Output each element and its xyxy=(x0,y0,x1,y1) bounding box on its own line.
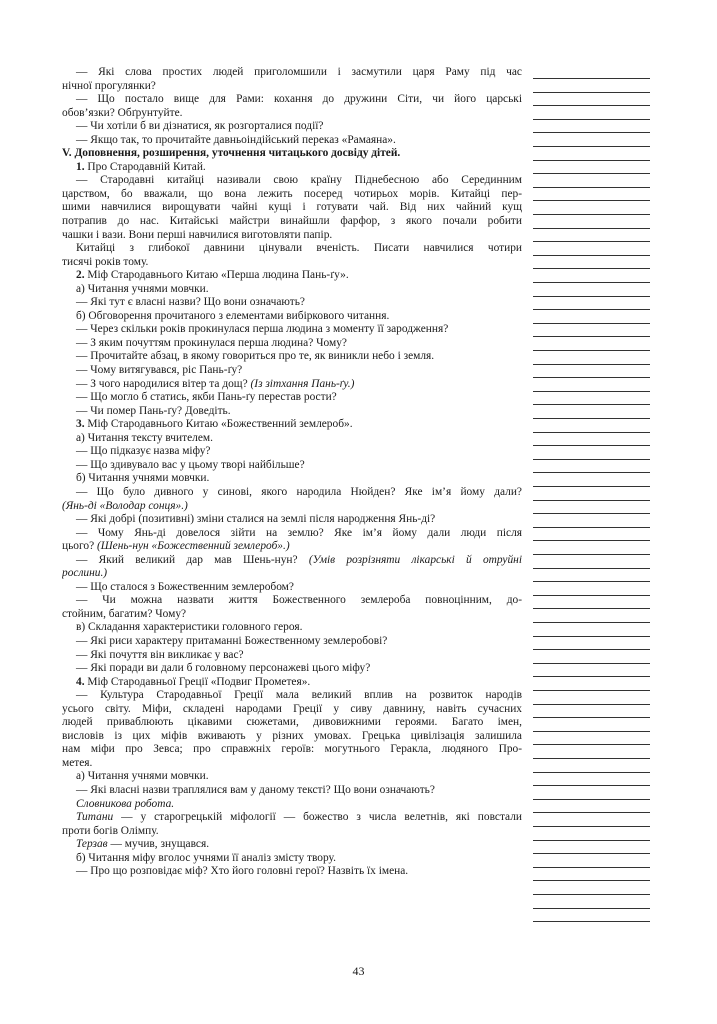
note-line xyxy=(533,595,650,596)
text-span: рослини.) xyxy=(62,567,108,580)
text-line: — Які власні назви траплялися вам у даному тексті? Що вони означають? xyxy=(76,783,435,796)
text-span: (Шень-нун «Божественний землероб».) xyxy=(96,540,290,553)
note-line xyxy=(533,459,650,460)
text-span: 4. xyxy=(76,675,85,688)
text-line: — Які риси характеру притаманні Божественному землеробові? xyxy=(76,634,388,647)
text-line: — Що сталося з Божественним землеробом? xyxy=(76,580,294,593)
text-span: цього? xyxy=(62,540,97,553)
text-line: людей приваблюють цікавими сюжетами, дивовижними героями. Багато імен, xyxy=(62,716,522,729)
text-line: — Що постало вище для Рами: кохання до дружини Сіти, чи його царські xyxy=(76,93,522,106)
note-line xyxy=(533,608,650,609)
note-line xyxy=(533,840,650,841)
text-line: тисячі років тому. xyxy=(62,255,149,268)
note-line xyxy=(533,445,650,446)
text-line: V. Доповнення, розширення, уточнення читацького досвіду дітей. xyxy=(62,147,401,160)
note-line xyxy=(533,622,650,623)
note-line xyxy=(533,391,650,392)
note-line xyxy=(533,908,650,909)
text-line: — Прочитайте абзац, в якому говориться про те, як виникли небо і земля. xyxy=(76,350,435,363)
text-line: — Які слова простих людей приголомшили і засмутили царя Раму під час xyxy=(76,66,522,78)
note-line xyxy=(533,758,650,759)
text-line xyxy=(62,418,522,432)
text-line xyxy=(62,811,522,825)
text-line: Китайці з глибокої давнини цінували вченість. Писати навчилися чотири xyxy=(76,242,522,255)
note-line xyxy=(533,731,650,732)
text-line xyxy=(62,500,522,514)
text-span: Про Стародавній Китай. xyxy=(84,160,206,173)
note-line xyxy=(533,132,650,133)
note-line xyxy=(533,513,650,514)
text-line: — Що здивувало вас у цьому творі найбільше? xyxy=(76,458,305,471)
note-line xyxy=(533,173,650,174)
text-line xyxy=(62,567,522,581)
note-line xyxy=(533,228,650,229)
text-line: — Які добрі (позитивні) зміни сталися на землі після народження Янь-ді? xyxy=(76,513,436,526)
note-line xyxy=(533,105,650,106)
text-line: чашки і вази. Вони перші навчилися виготовляти папір. xyxy=(62,228,333,241)
text-line: — Стародавні китайці називали свою країну Піднебесною або Серединним xyxy=(76,174,522,187)
note-line xyxy=(533,894,650,895)
text-line xyxy=(62,798,522,812)
text-line: — Які тут є власні назви? Що вони означають? xyxy=(76,296,305,309)
note-line xyxy=(533,812,650,813)
text-line: нам міфи про Зевса; про справжніх героїв: могутнього Геракла, людяного Про- xyxy=(62,743,522,756)
text-line: — Які поради ви дали б головному персонажеві цього міфу? xyxy=(76,662,371,675)
page-text xyxy=(62,66,522,879)
text-span: Терза́в xyxy=(76,838,108,851)
text-span: (Умів розрізняти лікарські й отруйні xyxy=(308,553,522,566)
text-line xyxy=(62,838,522,852)
text-line: в) Складання характеристики головного героя. xyxy=(76,621,303,634)
text-line: висловів із цих міфів вживають у різних умовах. Грецька цивілізація залишила xyxy=(62,729,522,742)
text-span: — мучив, знущався. xyxy=(107,838,210,851)
text-span: Словникова робота. xyxy=(76,797,175,810)
text-span: — у старогрецькій міфології — божество з числа велетнів, які повстали xyxy=(113,811,522,824)
note-line xyxy=(533,500,650,501)
note-line xyxy=(533,921,650,922)
note-line xyxy=(533,200,650,201)
text-line xyxy=(62,676,522,690)
text-line: а) Читання учнями мовчки. xyxy=(76,770,209,783)
note-line xyxy=(533,663,650,664)
note-line xyxy=(533,472,650,473)
text-line: шими навчилися вирощувати чайні кущі і готувати чай. Від них чайний кущ xyxy=(62,201,522,214)
note-line xyxy=(533,636,650,637)
text-line: — Чи можна назвати життя Божественного землероба повноцінним, до- xyxy=(76,594,522,607)
text-line: метея. xyxy=(62,756,93,769)
note-line xyxy=(533,527,650,528)
text-line: — Чи помер Пань-ґу? Доведіть. xyxy=(76,404,231,417)
text-line: проти богів Олімпу. xyxy=(62,824,159,837)
text-line: — Що було дивного у синові, якого народила Нюйден? Яке ім’я йому дали? xyxy=(76,485,522,498)
note-line xyxy=(533,867,650,868)
text-line: усього світу. Міфи, складені народами Греції у сиву давнину, навіть сучасних xyxy=(62,702,522,715)
text-line: — Чому витягувався, ріс Пань-ґу? xyxy=(76,364,243,377)
text-line: б) Читання учнями мовчки. xyxy=(76,472,210,485)
text-line: — Культура Стародавньої Греції мала великий вплив на розвиток народів xyxy=(76,689,522,702)
text-line: а) Читання тексту вчителем. xyxy=(76,431,213,444)
note-line xyxy=(533,160,650,161)
page-number: 43 xyxy=(352,964,365,978)
text-line: б) Обговорення прочитаного з елементами вибіркового читання. xyxy=(76,309,390,322)
text-line: — З яким почуттям прокинулася перша людина? Чому? xyxy=(76,336,347,349)
text-span: Міф Стародавнього Китаю «Перша людина Пань-ґу». xyxy=(84,269,349,282)
text-line xyxy=(62,378,522,392)
note-line xyxy=(533,214,650,215)
note-line xyxy=(533,364,650,365)
text-span: Тита́ни xyxy=(76,811,114,824)
note-line xyxy=(533,404,650,405)
text-line: — Про що розповідає міф? Хто його головні герої? Назвіть їх імена. xyxy=(76,865,409,878)
text-span: 1. xyxy=(76,160,85,173)
note-line xyxy=(533,568,650,569)
text-line: царством, бо вважали, що вона лежить посеред чотирьох морів. Китайці пер- xyxy=(62,187,522,200)
note-line xyxy=(533,432,650,433)
text-line xyxy=(62,161,522,175)
note-line xyxy=(533,92,650,93)
note-line xyxy=(533,377,650,378)
note-line xyxy=(533,785,650,786)
note-line xyxy=(533,704,650,705)
text-span: (Янь-ді «Володар сонця».) xyxy=(62,499,188,512)
text-span: — З чого народилися вітер та дощ? xyxy=(76,377,251,390)
note-line xyxy=(533,853,650,854)
note-line xyxy=(533,744,650,745)
note-line xyxy=(533,350,650,351)
note-line xyxy=(533,323,650,324)
text-line xyxy=(62,269,522,283)
text-span: 3. xyxy=(76,418,85,431)
note-line xyxy=(533,486,650,487)
text-line: стойним, багатим? Чому? xyxy=(62,607,187,620)
note-line xyxy=(533,309,650,310)
note-line xyxy=(533,880,650,881)
text-span: Міф Стародавнього Китаю «Божественний землероб». xyxy=(84,418,353,431)
text-line xyxy=(62,554,522,568)
text-span: — Який великий дар мав Шень-нун? xyxy=(76,553,309,566)
text-line: — Чи хотіли б ви дізнатися, як розгорталися події? xyxy=(76,120,324,133)
note-line xyxy=(533,282,650,283)
text-span: (Із зітхання Пань-ґу.) xyxy=(250,377,355,390)
text-line: — Які почуття він викликає у вас? xyxy=(76,648,244,661)
note-line xyxy=(533,78,650,79)
text-span: 2. xyxy=(76,269,85,282)
note-line xyxy=(533,540,650,541)
note-line xyxy=(533,119,650,120)
text-line: потрапив до нас. Китайські майстри винайшли фарфор, з якого почали робити xyxy=(62,215,522,228)
note-line xyxy=(533,772,650,773)
note-line xyxy=(533,418,650,419)
note-line xyxy=(533,241,650,242)
text-span: Міф Стародавньої Греції «Подвиг Прометея». xyxy=(84,675,311,688)
text-line: обов’язки? Обґрунтуйте. xyxy=(62,106,183,119)
note-line xyxy=(533,649,650,650)
text-line: — Якщо так, то прочитайте давньоіндійський переказ «Рамаяна». xyxy=(76,133,396,146)
note-line xyxy=(533,676,650,677)
text-line: — Що підказує назва міфу? xyxy=(76,445,211,458)
text-line: — Через скільки років прокинулася перша людина з моменту її зародження? xyxy=(76,323,449,336)
note-line xyxy=(533,799,650,800)
note-line xyxy=(533,336,650,337)
text-line: нічної прогулянки? xyxy=(62,79,156,92)
text-line: — Що могло б статись, якби Пань-ґу перестав рости? xyxy=(76,391,337,404)
note-line xyxy=(533,268,650,269)
note-line xyxy=(533,826,650,827)
text-line: — Чому Янь-ді довелося зійти на землю? Яке ім’я йому дали люди після xyxy=(76,526,522,539)
text-line: а) Читання учнями мовчки. xyxy=(76,282,209,295)
note-line xyxy=(533,717,650,718)
note-line xyxy=(533,146,650,147)
note-line xyxy=(533,554,650,555)
note-line xyxy=(533,255,650,256)
text-line xyxy=(62,540,522,554)
note-line xyxy=(533,187,650,188)
text-line: б) Читання міфу вголос учнями її аналіз змісту твору. xyxy=(76,851,336,864)
note-line xyxy=(533,690,650,691)
note-line xyxy=(533,296,650,297)
note-line xyxy=(533,581,650,582)
